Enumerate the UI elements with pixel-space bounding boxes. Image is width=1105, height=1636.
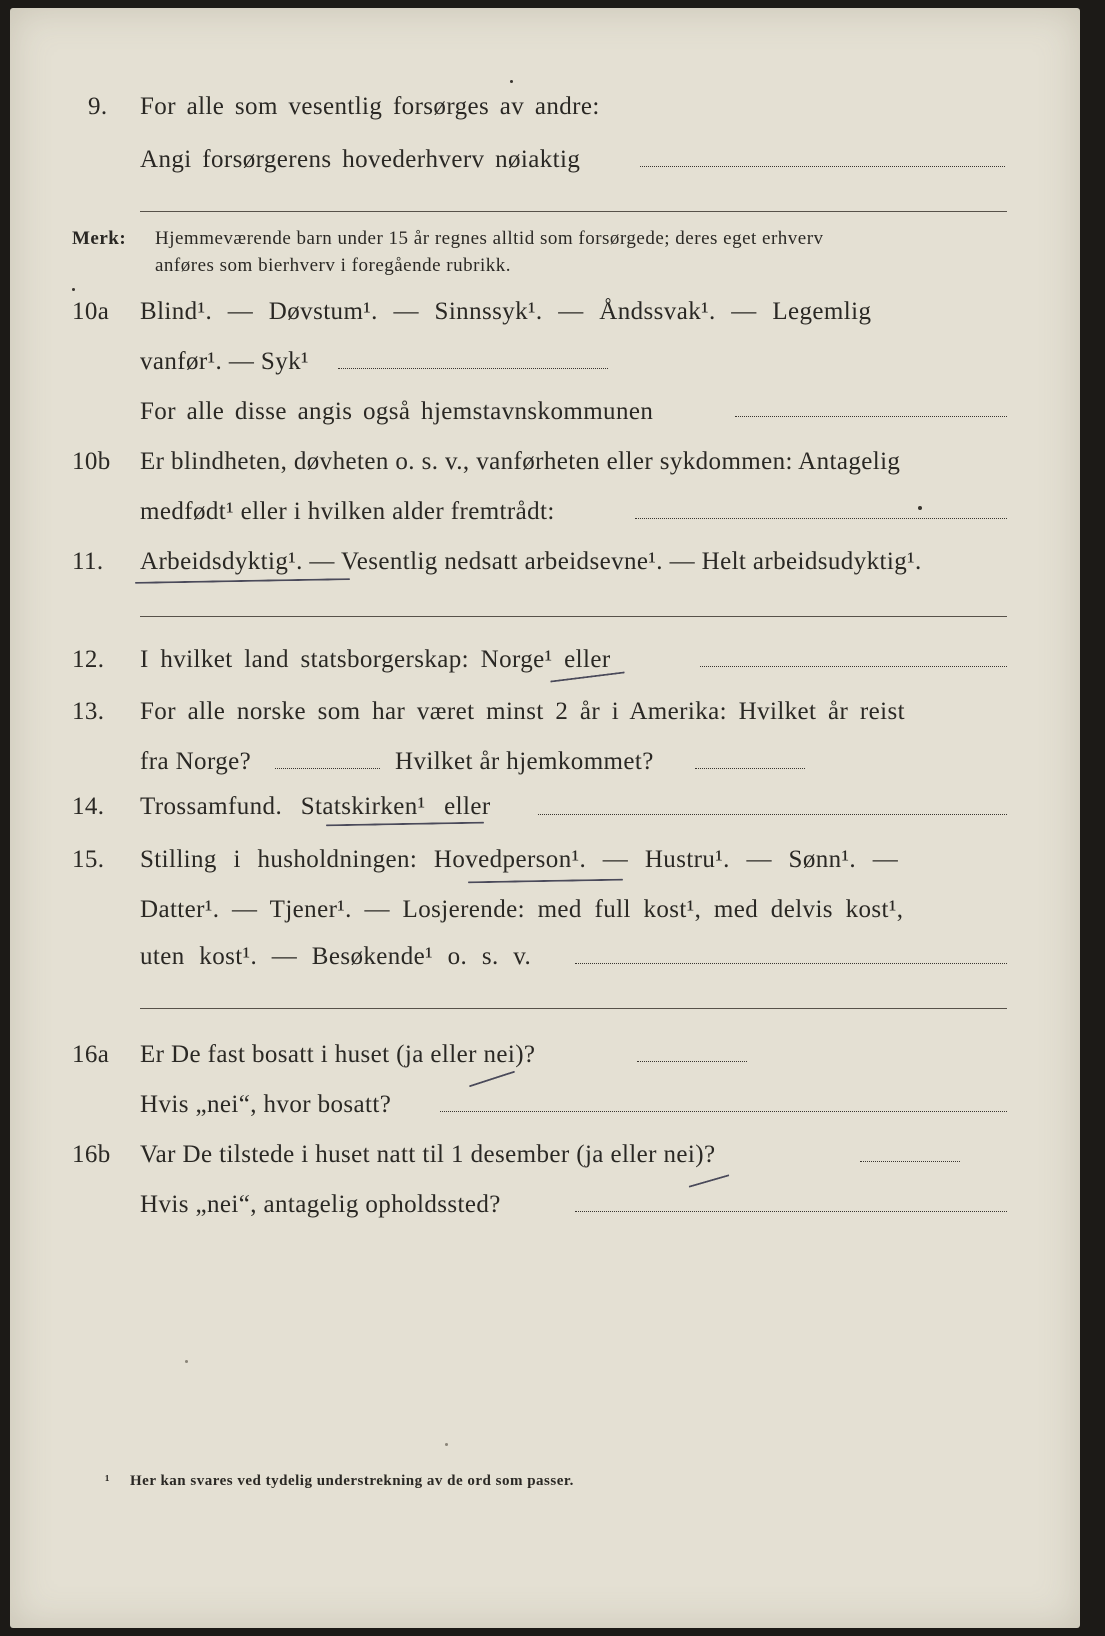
census-form-page: [10, 8, 1080, 1628]
q13-line2b: Hvilket år hjemkommet?: [395, 748, 654, 775]
q16b-location-answer-line[interactable]: [575, 1211, 1007, 1212]
q13-line2a: fra Norge?: [140, 748, 252, 775]
q13-departure-answer-line[interactable]: [275, 768, 380, 769]
footnote-text: Her kan svares ved tydelig understrekning av de ord som passer.: [130, 1473, 574, 1489]
q12-answer-line[interactable]: [700, 666, 1007, 667]
q10a-number: 10a: [72, 298, 110, 325]
ink-mark: [918, 506, 922, 510]
q14-answer-line[interactable]: [538, 814, 1007, 815]
q12-line1: I hvilket land statsborgerskap: Norge¹ eller: [140, 646, 611, 673]
q10b-answer-line[interactable]: [635, 518, 1007, 519]
q15-line1: Stilling i husholdningen: Hovedperson¹. — Hustru¹. — Sønn¹. —: [140, 846, 899, 873]
q11-line1: Arbeidsdyktig¹. — Vesentlig nedsatt arbeidsevne¹. — Helt arbeidsudyktig¹.: [140, 548, 922, 575]
q10b-number: 10b: [72, 448, 111, 475]
q16a-number: 16a: [72, 1041, 110, 1068]
q15-line3: uten kost¹. — Besøkende¹ o. s. v.: [140, 943, 532, 970]
q13-return-answer-line[interactable]: [695, 768, 805, 769]
paper-speck: [72, 288, 75, 291]
merk-line1: Hjemmeværende barn under 15 år regnes alltid som forsørgede; deres eget erhverv: [155, 228, 824, 249]
q16a-pencil-underline: [469, 1071, 515, 1088]
q16b-pencil-underline: [689, 1174, 730, 1187]
q15-number: 15.: [72, 846, 105, 873]
footnote-mark: ¹: [105, 1473, 110, 1489]
q9-line1: For alle som vesentlig forsørges av andre:: [140, 93, 600, 120]
q16a-line1: Er De fast bosatt i huset (ja eller nei)?: [140, 1041, 536, 1068]
q9-number: 9.: [88, 93, 108, 120]
q15-answer-line[interactable]: [575, 963, 1007, 964]
q13-number: 13.: [72, 698, 105, 725]
q16b-number: 16b: [72, 1141, 111, 1168]
q16a-line2: Hvis „nei“, hvor bosatt?: [140, 1091, 392, 1118]
q14-line1: Trossamfund. Statskirken¹ eller: [140, 793, 491, 820]
paper-speck: [510, 80, 513, 83]
q12-number: 12.: [72, 646, 105, 673]
q11-answer-line[interactable]: [140, 616, 1007, 617]
q9-answer-line[interactable]: [640, 166, 1005, 167]
q16a-answer-line[interactable]: [637, 1061, 747, 1062]
q10a-hometown-answer-line[interactable]: [735, 416, 1007, 417]
q13-line1: For alle norske som har været minst 2 år i Amerika: Hvilket år reist: [140, 698, 905, 725]
q11-number: 11.: [72, 548, 104, 575]
q16b-line2: Hvis „nei“, antagelig opholdssted?: [140, 1191, 501, 1218]
q10b-line2: medfødt¹ eller i hvilken alder fremtrådt:: [140, 498, 555, 525]
q9-extra-answer-line[interactable]: [140, 211, 1007, 212]
q16b-answer-line[interactable]: [860, 1161, 960, 1162]
merk-line2: anføres som bierhverv i foregående rubrikk.: [155, 255, 511, 276]
q9-line2: Angi forsørgerens hovederhverv nøiaktig: [140, 146, 581, 173]
q10a-syk-answer-line[interactable]: [338, 368, 608, 369]
paper-speck: [185, 1360, 188, 1363]
q16b-line1: Var De tilstede i huset natt til 1 desember (ja eller nei)?: [140, 1141, 716, 1168]
q14-number: 14.: [72, 793, 105, 820]
q10b-line1: Er blindheten, døvheten o. s. v., vanførheten eller sykdommen: Antagelig: [140, 448, 901, 475]
q15-pencil-underline: [468, 879, 623, 884]
q15-line2: Datter¹. — Tjener¹. — Losjerende: med full kost¹, med delvis kost¹,: [140, 896, 904, 923]
q10a-line3: For alle disse angis også hjemstavnskommunen: [140, 398, 654, 425]
q15-extra-answer-line[interactable]: [140, 1008, 1007, 1009]
q10a-line1: Blind¹. — Døvstum¹. — Sinnssyk¹. — Åndssvak¹. — Legemlig: [140, 298, 872, 325]
q10a-line2: vanfør¹. — Syk¹: [140, 348, 309, 375]
merk-label: Merk:: [72, 228, 127, 249]
q14-pencil-underline: [326, 822, 484, 827]
q11-pencil-underline: [135, 578, 350, 584]
q16a-location-answer-line[interactable]: [440, 1111, 1007, 1112]
paper-speck: [445, 1443, 448, 1446]
